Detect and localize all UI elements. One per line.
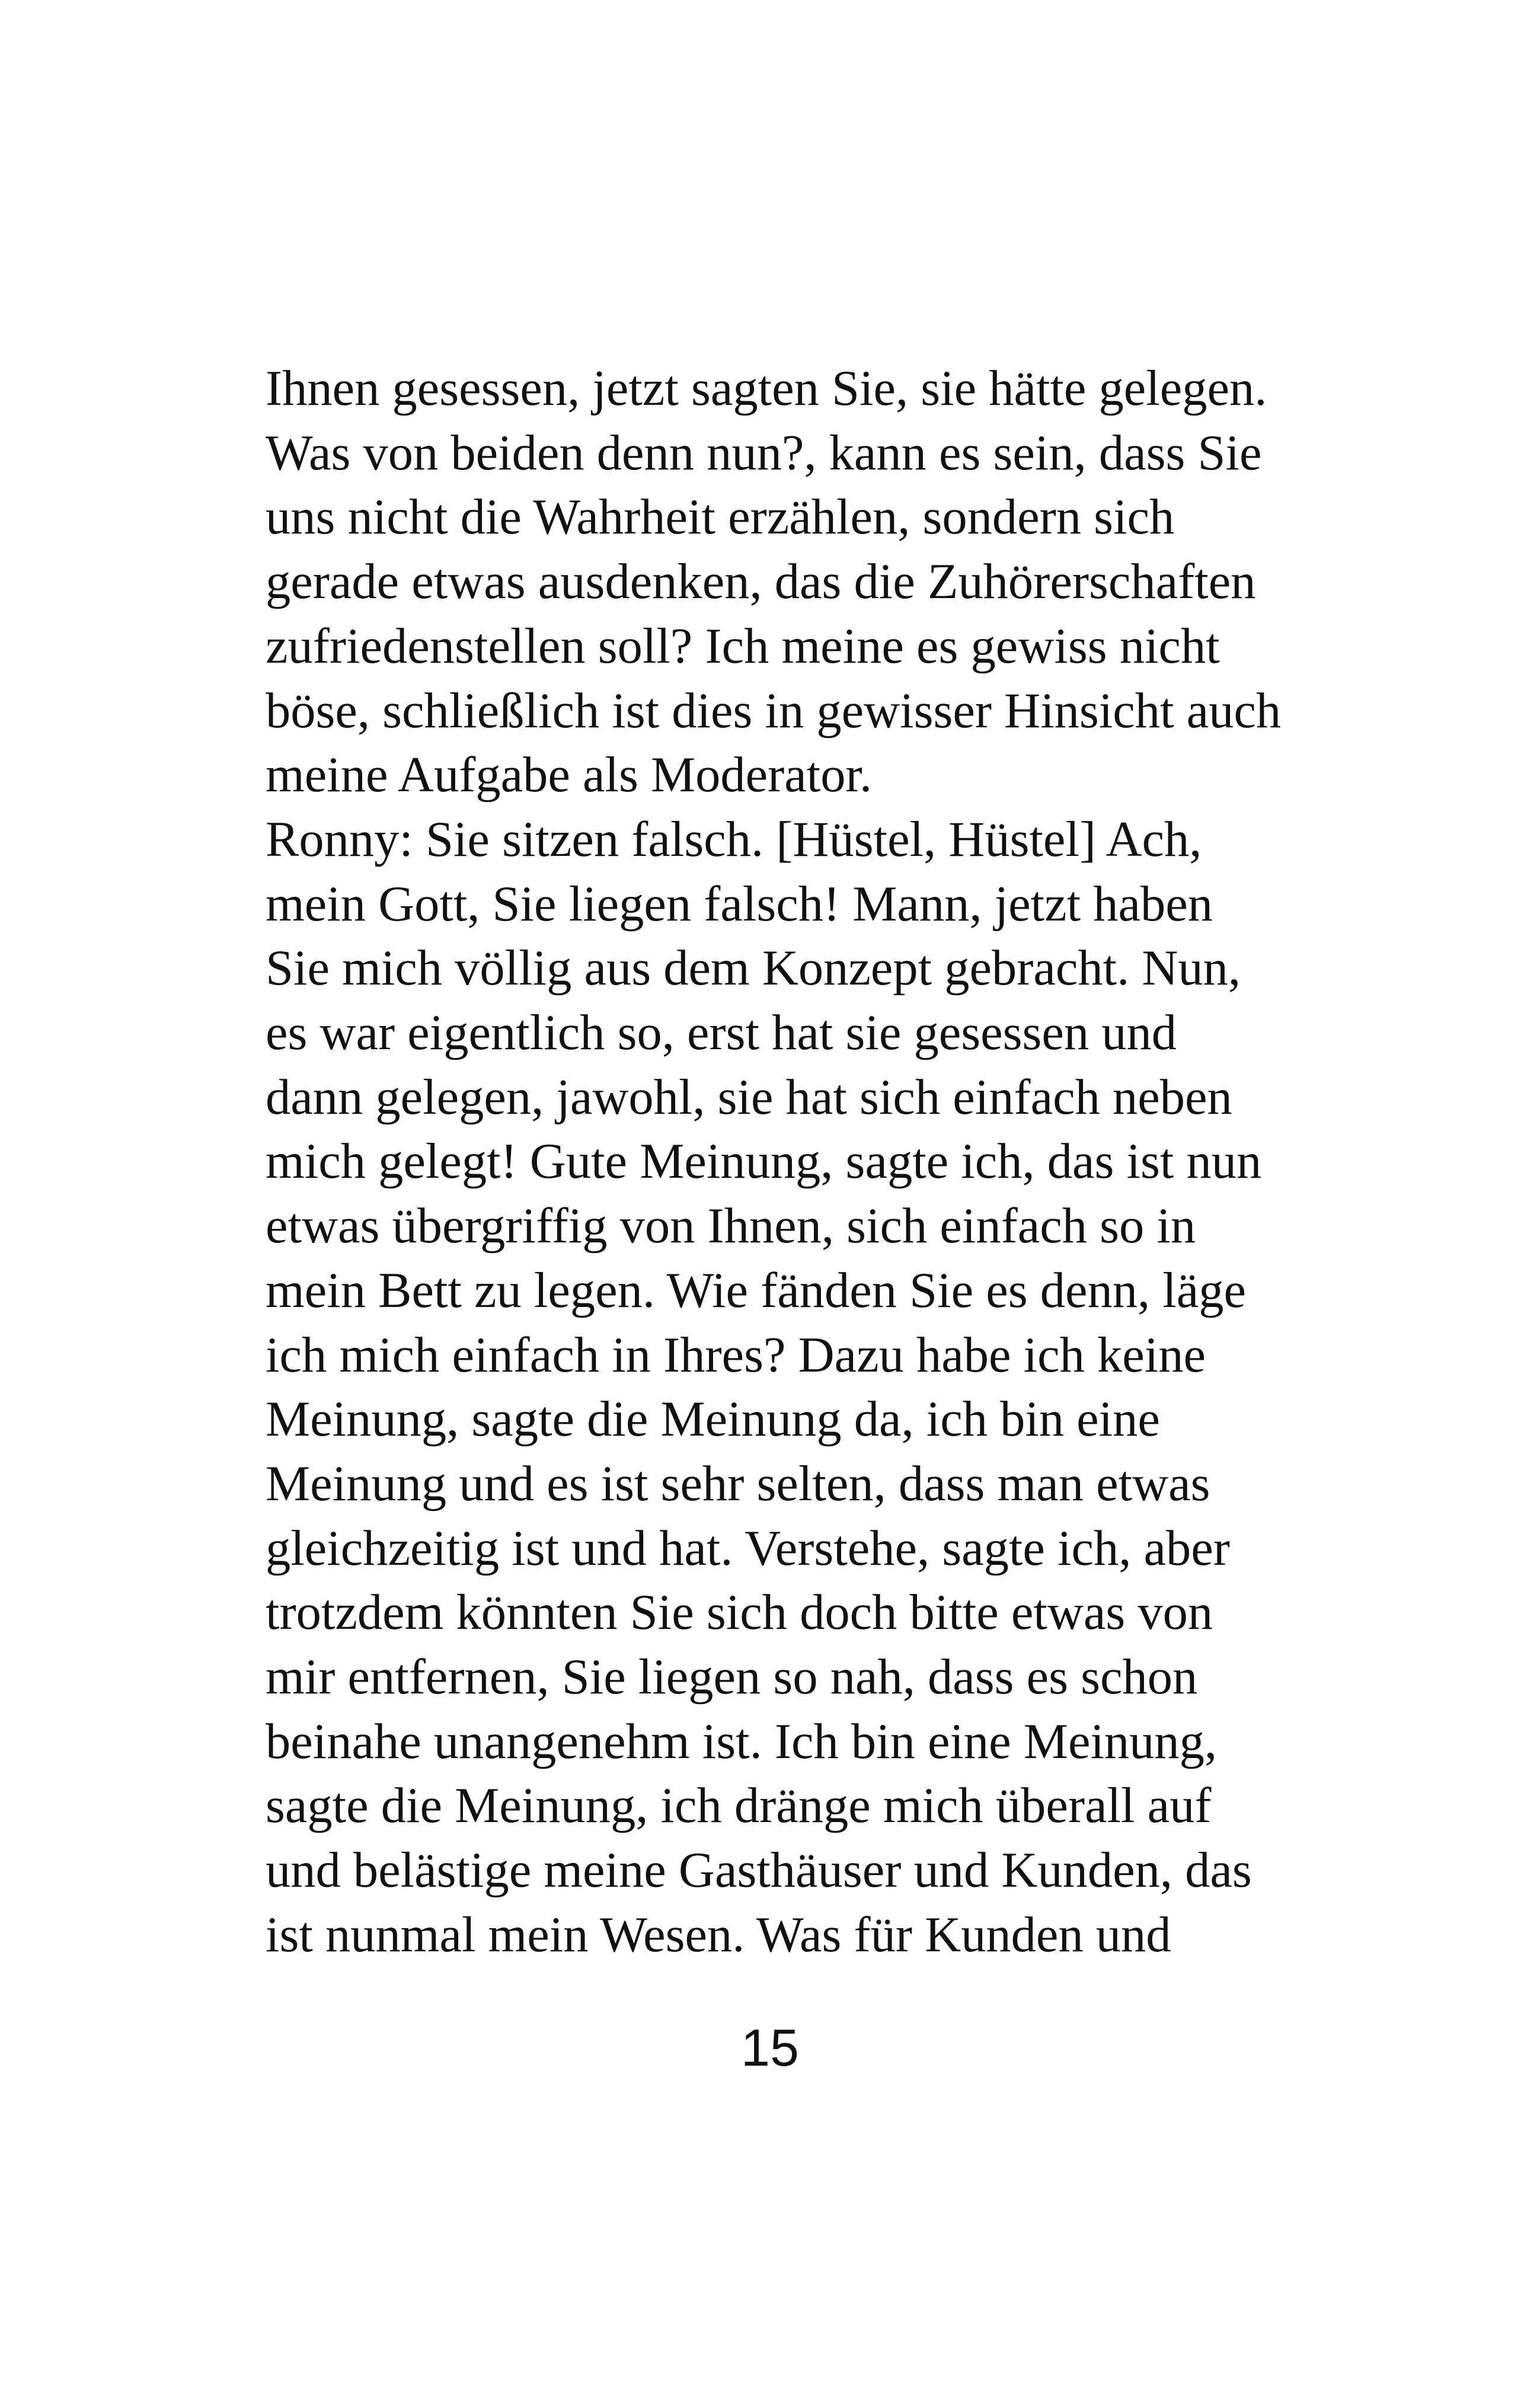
text-line: ist nunmal mein Wesen. Was für Kunden und [266, 1907, 1171, 1963]
text-line: Sie mich völlig aus dem Konzept gebracht. Nun, [266, 941, 1241, 996]
text-line: etwas übergriffig von Ihnen, sich einfach so in [266, 1199, 1196, 1254]
text-line: und belästige meine Gasthäuser und Kunden, das [266, 1843, 1252, 1899]
text-line: mein Bett zu legen. Wie fänden Sie es denn, läge [266, 1263, 1246, 1318]
text-line: gerade etwas ausdenken, das die Zuhörerschaften [266, 554, 1256, 610]
text-line: böse, schließlich ist dies in gewisser Hinsicht auch [266, 683, 1282, 739]
text-line: meine Aufgabe als Moderator. [266, 747, 873, 803]
text-line: ich mich einfach in Ihres? Dazu habe ich keine [266, 1327, 1206, 1383]
text-line: mir entfernen, Sie liegen so nah, dass es schon [266, 1650, 1198, 1705]
page-number: 15 [741, 2018, 799, 2077]
text-line: Ihnen gesessen, jetzt sagten Sie, sie hätte gelegen. [266, 361, 1267, 416]
text-line: beinahe unangenehm ist. Ich bin eine Meinung, [266, 1714, 1218, 1769]
text-line: Meinung und es ist sehr selten, dass man etwas [266, 1456, 1210, 1511]
text-line: gleichzeitig ist und hat. Verstehe, sagte ich, aber [266, 1520, 1230, 1576]
text-line: es war eigentlich so, erst hat sie gesessen und [266, 1005, 1177, 1061]
text-line: uns nicht die Wahrheit erzählen, sondern sich [266, 490, 1175, 545]
text-line: zufriedenstellen soll? Ich meine es gewiss nicht [266, 618, 1220, 674]
text-line: trotzdem könnten Sie sich doch bitte etwas von [266, 1585, 1213, 1641]
text-line: Meinung, sagte die Meinung da, ich bin eine [266, 1392, 1160, 1447]
body-text [266, 357, 1309, 1968]
text-line: mich gelegt! Gute Meinung, sagte ich, das ist nun [266, 1134, 1262, 1190]
text-line: sagte die Meinung, ich dränge mich überall auf [266, 1778, 1212, 1834]
text-line: Ronny: Sie sitzen falsch. [Hüstel, Hüstel] Ach, [266, 811, 1202, 867]
text-line: mein Gott, Sie liegen falsch! Mann, jetzt haben [266, 876, 1213, 932]
text-line: Was von beiden denn nun?, kann es sein, dass Sie [266, 425, 1262, 481]
text-line: dann gelegen, jawohl, sie hat sich einfach neben [266, 1069, 1232, 1125]
